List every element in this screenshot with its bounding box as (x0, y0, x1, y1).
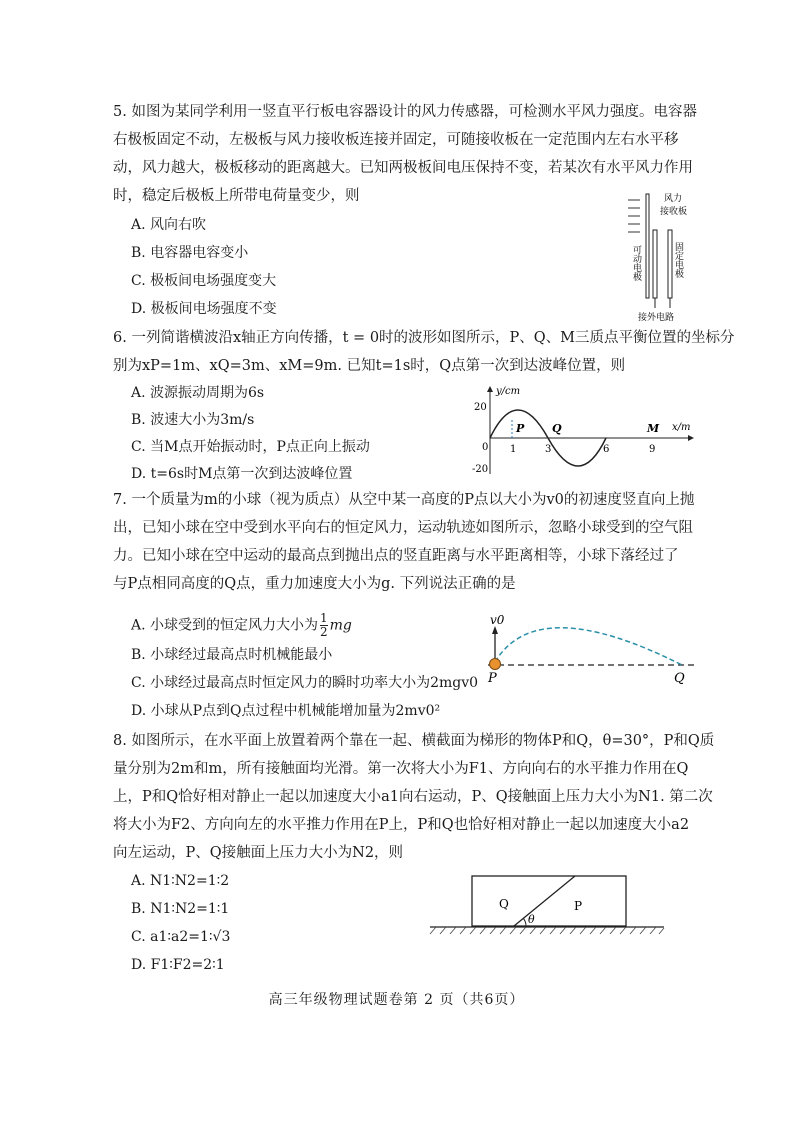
q5-label-circuit: 接外电路 (638, 313, 675, 322)
q8-angle-label: θ (528, 913, 535, 926)
q5-option-b: B. 电容器电容变小 (131, 245, 249, 261)
q8-block-p-label: P (574, 899, 583, 913)
q6-ytick-neg20: -20 (472, 464, 489, 475)
q5-option-d: D. 极板间电场强度不变 (131, 301, 277, 317)
q6-xtick-0: 0 (482, 442, 489, 453)
q8-stem-line-5: 向左运动，P、Q接触面上压力大小为N2，则 (113, 845, 404, 861)
page-footer: 高三年级物理试题卷第 2 页（共6页） (268, 992, 525, 1008)
q6-point-p: P (516, 422, 525, 435)
q7-fraction-tail: mg (329, 617, 352, 634)
q5-option-c: C. 极板间电场强度变大 (131, 273, 277, 289)
q6-option-d: D. t=6s时M点第一次到达波峰位置 (131, 466, 353, 482)
q7-point-p: P (488, 671, 497, 686)
q8-option-b: B. N1∶N2=1∶1 (131, 901, 230, 917)
q7-stem-line-4: 与P点相同高度的Q点，重力加速度大小为g. 下列说法正确的是 (113, 576, 516, 592)
q7-option-a-text: A. 小球受到的恒定风力大小为 (131, 617, 319, 634)
q8-stem-line-3: 上，P和Q恰好相对静止一起以加速度大小a1向右运动，P、Q接触面上压力大小为N1. 第二次 (113, 789, 713, 805)
q5-stem-line-2: 右极板固定不动，左极板与风力接收板连接并固定，可随接收板在一定范围内左右水平移 (113, 132, 679, 148)
q8-stem-line-2: 量分别为2m和m，所有接触面均光滑。第一次将大小为F1、方向向右的水平推力作用在Q (113, 761, 689, 777)
q5-label-receiver-1: 风力 (664, 194, 683, 204)
q7-fraction-den: 2 (320, 625, 328, 639)
q5-label-fixed: 固定电极 (673, 242, 683, 278)
q7-option-c: C. 小球经过最高点时恒定风力的瞬时功率大小为2mgv0 (131, 675, 479, 691)
q8-option-c: C. a1∶a2=1∶√3 (131, 929, 231, 945)
q5-label-movable: 可动电极 (631, 245, 641, 281)
q5-stem-line-1: 5. 如图为某同学利用一竖直平行板电容器设计的风力传感器，可检测水平风力强度。电容器 (113, 104, 697, 120)
q6-option-c: C. 当M点开始振动时，P点正向上振动 (131, 439, 370, 455)
q7-fraction-num: 1 (320, 611, 328, 625)
q6-xtick-6: 6 (603, 444, 610, 455)
q5-label-receiver-2: 接收板 (660, 207, 688, 217)
q7-stem-line-3: 力。已知小球在空中运动的最高点到抛出点的竖直距离与水平距离相等，小球下落经过了 (113, 548, 679, 564)
q8-stem-line-1: 8. 如图所示，在水平面上放置着两个靠在一起、横截面为梯形的物体P和Q，θ=30°，P和Q质 (113, 733, 715, 749)
q6-xtick-3: 3 (545, 444, 552, 455)
q6-stem-line-1: 6. 一列简谐横波沿x轴正方向传播，t = 0时的波形如图所示，P、Q、M三质点平衡位置的坐标分 (113, 330, 735, 346)
q7-option-a (131, 612, 352, 639)
q5-capacitor-figure (620, 190, 710, 322)
q6-ytick-20: 20 (474, 402, 487, 413)
q8-option-a: A. N1∶N2=1∶2 (131, 873, 230, 889)
q6-x-label: x/m (672, 422, 691, 433)
q5-stem-line-4: 时，稳定后极板上所带电荷量变少，则 (113, 188, 360, 204)
q7-stem-line-1: 7. 一个质量为m的小球（视为质点）从空中某一高度的P点以大小为v0的初速度竖直向上抛 (113, 492, 695, 508)
q8-blocks-figure (428, 870, 668, 940)
q8-block-q-label: Q (499, 897, 509, 911)
q7-option-b: B. 小球经过最高点时机械能最小 (131, 647, 333, 663)
q6-stem-line-2: 别为xP=1m、xQ=3m、xM=9m. 已知t=1s时，Q点第一次到达波峰位置，则 (113, 358, 626, 374)
q6-option-b: B. 波速大小为3m/s (131, 412, 255, 428)
q6-point-q: Q (552, 422, 562, 435)
q6-wave-graph (472, 382, 702, 482)
q7-option-d: D. 小球从P点到Q点过程中机械能增加量为2mv0² (131, 703, 441, 719)
q6-xtick-9: 9 (649, 444, 656, 455)
q7-v0-label: v0 (490, 613, 505, 627)
q5-option-a: A. 风向右吹 (131, 217, 207, 233)
q6-y-label: y/cm (496, 386, 521, 397)
q8-stem-line-4: 将大小为F2、方向向左的水平推力作用在P上，P和Q也恰好相对静止一起以加速度大小a2 (113, 817, 690, 833)
q7-stem-line-2: 出，已知小球在空中受到水平向右的恒定风力，运动轨迹如图所示，忽略小球受到的空气阻 (113, 520, 693, 536)
q6-xtick-1: 1 (510, 444, 517, 455)
q7-point-q: Q (674, 671, 685, 686)
q6-point-m: M (647, 422, 660, 435)
q8-option-d: D. F1∶F2=2∶1 (131, 957, 225, 973)
q6-option-a: A. 波源振动周期为6s (131, 385, 265, 401)
q7-trajectory-figure (482, 610, 702, 686)
q5-stem-line-3: 动，风力越大，极板移动的距离越大。已知两极板间电压保持不变，若某次有水平风力作用 (113, 160, 693, 176)
